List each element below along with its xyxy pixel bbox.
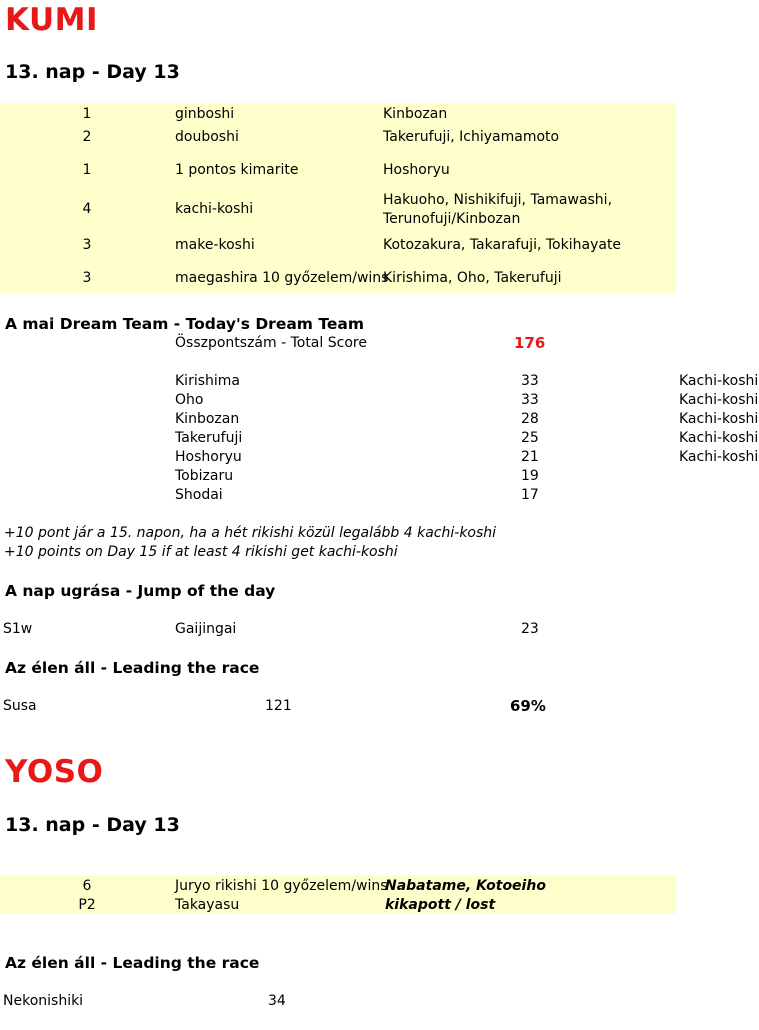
yoso-day-heading: 13. nap - Day 13 [5, 814, 180, 836]
kumi-leader-percent: 69% [510, 697, 546, 715]
team-member-name: Hoshoryu [175, 449, 242, 465]
team-member-name: Oho [175, 392, 204, 408]
kumi-day-heading: 13. nap - Day 13 [5, 61, 180, 83]
team-member-name: Tobizaru [175, 468, 234, 484]
team-member-name: Kirishima [175, 373, 240, 389]
kumi-row-count: 1 [82, 162, 92, 178]
yoso-title: YOSO [5, 754, 104, 790]
team-member-note: Kachi-koshi [679, 373, 759, 389]
team-member-note: Kachi-koshi [679, 430, 759, 446]
jump-heading: A nap ugrása - Jump of the day [5, 582, 276, 600]
kumi-row-count: 3 [82, 270, 92, 286]
kumi-row-label: maegashira 10 győzelem/wins [175, 270, 389, 286]
team-member-points: 21 [521, 449, 539, 465]
team-member-points: 28 [521, 411, 539, 427]
bonus-note-en: +10 points on Day 15 if at least 4 rikishi get kachi-koshi [4, 544, 398, 560]
kumi-row-label: 1 pontos kimarite [175, 162, 299, 178]
yoso-row-count: 6 [82, 878, 92, 894]
jump-value: 23 [521, 621, 539, 637]
kumi-row-label: make-koshi [175, 237, 255, 253]
kumi-row-count: 1 [82, 106, 92, 122]
kumi-row-names: Hoshoryu [383, 162, 450, 178]
team-member-name: Takerufuji [175, 430, 243, 446]
yoso-row-names: kikapott / lost [385, 897, 496, 913]
team-member-note: Kachi-koshi [679, 411, 759, 427]
kumi-row-label: kachi-koshi [175, 201, 254, 217]
yoso-row-label: Juryo rikishi 10 győzelem/wins [175, 878, 388, 894]
team-member-points: 19 [521, 468, 539, 484]
total-score-label: Összpontszám - Total Score [175, 335, 367, 351]
yoso-leader-name: Nekonishiki [3, 993, 84, 1009]
team-member-note: Kachi-koshi [679, 392, 759, 408]
team-member-name: Kinbozan [175, 411, 240, 427]
kumi-row-label: douboshi [175, 129, 239, 145]
total-score-value: 176 [514, 334, 546, 352]
kumi-row-count: 2 [82, 129, 92, 145]
team-member-points: 33 [521, 373, 539, 389]
jump-name: Gaijingai [175, 621, 237, 637]
jump-rank: S1w [3, 621, 33, 637]
kumi-row-names: Kotozakura, Takarafuji, Tokihayate [383, 237, 622, 253]
dream-team-heading: A mai Dream Team - Today's Dream Team [5, 315, 364, 333]
kumi-title: KUMI [5, 2, 99, 38]
kumi-row-count: 3 [82, 237, 92, 253]
kumi-leading-heading: Az élen áll - Leading the race [5, 659, 260, 677]
kumi-row-names: Takerufuji, Ichiyamamoto [383, 129, 560, 145]
team-member-name: Shodai [175, 487, 223, 503]
team-member-points: 33 [521, 392, 539, 408]
kumi-leader-name: Susa [3, 698, 37, 714]
kumi-row-names: Kirishima, Oho, Takerufuji [383, 270, 562, 286]
team-member-note: Kachi-koshi [679, 449, 759, 465]
kumi-row-names: Hakuoho, Nishikifuji, Tamawashi, Terunofuji/Kinbozan [383, 192, 613, 227]
yoso-row-label: Takayasu [175, 897, 240, 913]
team-member-points: 17 [521, 487, 539, 503]
yoso-leader-points: 34 [268, 993, 286, 1009]
kumi-row-label: ginboshi [175, 106, 235, 122]
kumi-leader-points: 121 [265, 698, 292, 714]
yoso-row-names: Nabatame, Kotoeiho [385, 878, 546, 894]
yoso-row-count: P2 [78, 897, 96, 913]
yoso-leading-heading: Az élen áll - Leading the race [5, 954, 260, 972]
team-member-points: 25 [521, 430, 539, 446]
kumi-row-names: Kinbozan [383, 106, 448, 122]
kumi-row-count: 4 [82, 201, 92, 217]
bonus-note-hu: +10 pont jár a 15. napon, ha a hét rikishi közül legalább 4 kachi-koshi [4, 525, 497, 541]
